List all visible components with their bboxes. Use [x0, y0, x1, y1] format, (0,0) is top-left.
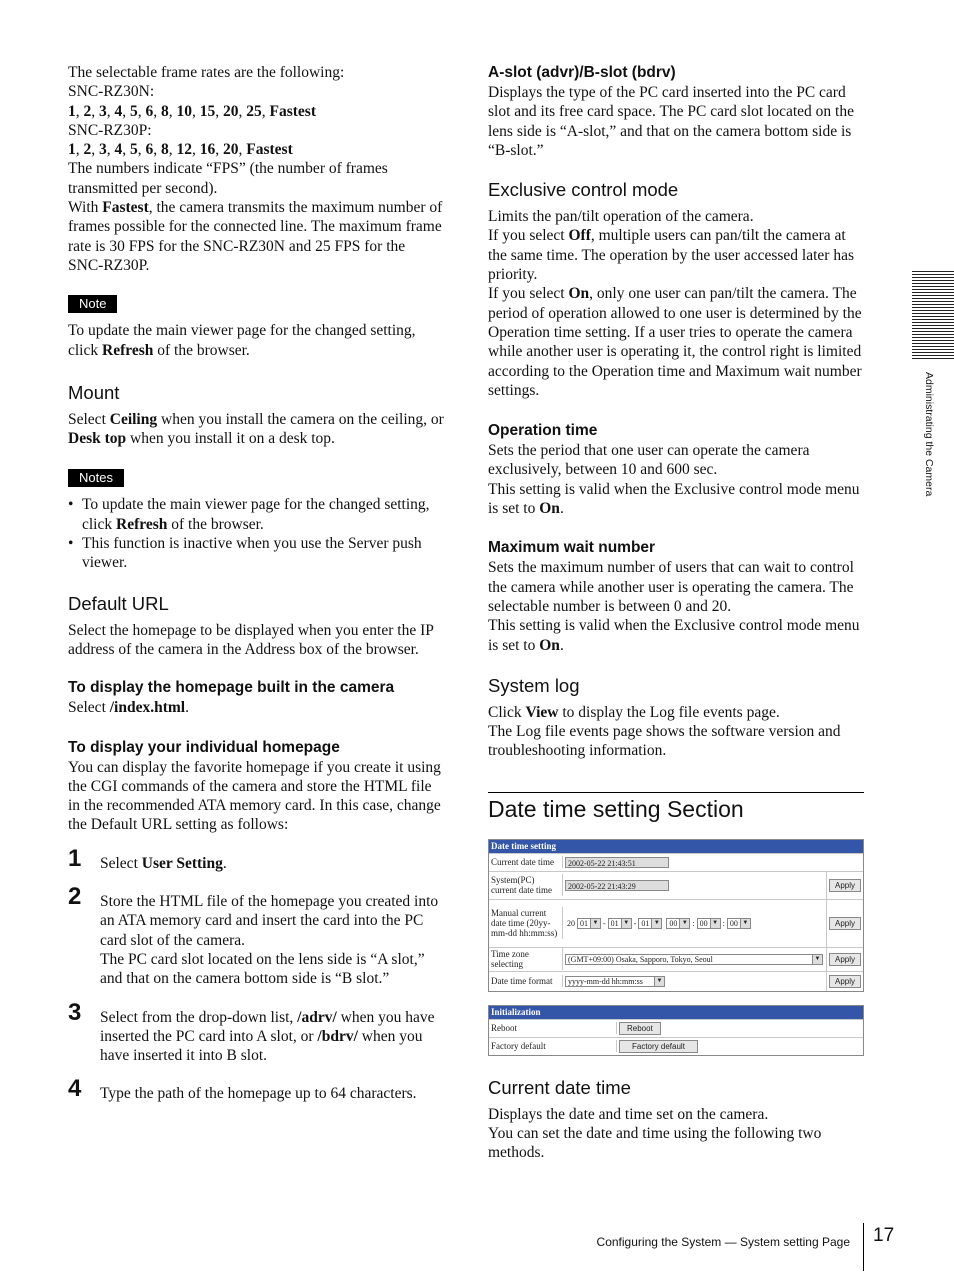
mount-heading: Mount — [68, 381, 120, 403]
row-label: Manual current date time (20yy-mm-dd hh:mm:ss) — [489, 907, 563, 939]
reboot-button[interactable]: Reboot — [619, 1022, 661, 1035]
frame-rate-value: 15 — [199, 102, 216, 120]
chevron-down-icon: ▼ — [679, 919, 689, 928]
footer-text: Configuring the System — System setting Page — [596, 1235, 850, 1249]
frame-rate-value: 1 — [68, 102, 76, 120]
section-title: Date time setting Section — [488, 792, 864, 823]
notes-item: • To update the main viewer page for the changed setting, click Refresh of the browser. — [68, 495, 444, 534]
default-url-heading: Default URL — [68, 592, 169, 614]
step-text: Select User Setting. — [100, 854, 227, 872]
max-wait-p2: This setting is valid when the Exclusive control mode menu is set to On. — [488, 617, 860, 654]
step-number: 1 — [68, 844, 82, 872]
notes-item: • This function is inactive when you use the Server push viewer. — [68, 534, 444, 573]
step-1 — [68, 844, 444, 873]
step-number: 2 — [68, 883, 82, 911]
frame-rate-value: 3 — [99, 102, 107, 120]
system-log-heading: System log — [488, 674, 580, 696]
current-date-time-section — [488, 1077, 864, 1163]
frame-rate-value: 3 — [99, 141, 107, 159]
model-p-label: SNC-RZ30P: — [68, 121, 152, 139]
frame-rate-value: 20 — [223, 102, 239, 120]
default-url-section — [68, 593, 444, 835]
mount-text: Select Ceiling when you install the camera on the ceiling, or Desk top when you install it on a desk top. — [68, 410, 444, 448]
right-column — [488, 63, 864, 1163]
year-prefix: 20 — [567, 918, 575, 928]
frame-rate-value: 20 — [223, 141, 239, 159]
initialization-panel — [488, 1005, 864, 1056]
exclusive-p2: If you select Off, multiple users can pan/tilt the camera at the same time. The operation by the user accessed later has priority. — [488, 227, 854, 284]
date-time-panel — [488, 839, 864, 992]
chevron-down-icon: ▼ — [590, 919, 600, 928]
manual-date-part-select[interactable]: 01 ▼ — [577, 918, 601, 929]
chevron-down-icon: ▼ — [654, 977, 664, 986]
step-text-2: The PC card slot located on the lens side is “A slot,” and that on the camera bottom side is “B slot.” — [100, 950, 425, 988]
individual-homepage-text: You can display the favorite homepage if you create it using the CGI commands of the camera and store the HTML file in the recommended ATA memory card. In this case, change the Default URL setting as follows: — [68, 758, 441, 834]
builtin-homepage-heading: To display the homepage built in the camera — [68, 679, 395, 697]
footer-divider — [863, 1223, 864, 1271]
operation-time-heading: Operation time — [488, 422, 598, 440]
individual-homepage-heading: To display your individual homepage — [68, 738, 340, 756]
manual-date-part-select[interactable]: 00 ▼ — [697, 918, 721, 929]
builtin-homepage-text: Select /index.html. — [68, 699, 189, 717]
frame-rate-value: 2 — [83, 141, 92, 159]
row-label: Time zone selecting — [489, 948, 563, 970]
date-format-row — [489, 971, 863, 991]
notes-block — [68, 468, 444, 572]
model-n-label: SNC-RZ30N: — [68, 83, 155, 101]
default-url-text: Select the homepage to be displayed when you enter the IP address of the camera in the Address box of the browser. — [68, 621, 434, 658]
apply-button[interactable]: Apply — [829, 917, 861, 930]
notes-label: Notes — [68, 469, 124, 487]
time-zone-select[interactable]: (GMT+09:00) Osaka, Sapporo, Tokyo, Seoul ▼ — [565, 954, 823, 965]
chevron-down-icon: ▼ — [710, 919, 720, 928]
max-wait-heading: Maximum wait number — [488, 539, 656, 557]
frame-rate-value: 8 — [161, 141, 169, 159]
frame-rate-value: 8 — [161, 102, 169, 120]
frame-rates-block — [68, 63, 444, 275]
left-column — [68, 63, 444, 1104]
note-text: To update the main viewer page for the changed setting, click Refresh of the browser. — [68, 322, 416, 359]
frame-rate-value: 12 — [176, 141, 192, 159]
step-2 — [68, 883, 444, 988]
frame-rate-value: 4 — [114, 102, 123, 120]
frame-rate-value: 2 — [83, 102, 92, 120]
pc-date-time-row — [489, 871, 863, 899]
frame-rate-value: Fastest — [269, 102, 316, 120]
max-wait-section — [488, 538, 864, 654]
frame-rate-value: 6 — [145, 102, 154, 120]
frame-rates-intro: The selectable frame rates are the following: — [68, 64, 345, 81]
factory-default-row — [489, 1037, 863, 1055]
max-wait-p1: Sets the maximum number of users that can wait to control the camera while another user is operating the camera. The selectable number is between 0 and 20. — [488, 559, 854, 615]
slot-heading: A-slot (advr)/B-slot (bdrv) — [488, 64, 676, 81]
note-label: Note — [68, 295, 117, 313]
system-log-section — [488, 675, 864, 761]
frame-rate-value: 5 — [130, 102, 138, 120]
manual-date-part-select[interactable]: 01 ▼ — [638, 918, 662, 929]
step-3 — [68, 998, 444, 1066]
apply-button[interactable]: Apply — [829, 975, 861, 988]
row-label: Date time format — [489, 975, 563, 987]
time-zone-row — [489, 947, 863, 971]
frame-rate-value: 10 — [176, 102, 192, 120]
current-date-time-p2: You can set the date and time using the following two methods. — [488, 1125, 822, 1162]
current-date-time-heading: Current date time — [488, 1076, 631, 1098]
row-label: System(PC) current date time — [489, 874, 563, 896]
side-tab-stripes — [912, 271, 954, 359]
rates-p-list: 1, 2, 3, 4, 5, 6, 8, 12, 16, 20, Fastest — [68, 141, 293, 159]
slot-text: Displays the type of the PC card inserted into the PC card slot and its free card space. The PC card slot located on the lens side is “A-slot,” and that on the camera bottom side is “B-slot.” — [488, 84, 854, 159]
frame-rate-value: 25 — [246, 102, 262, 120]
frame-rate-value: Fastest — [246, 141, 293, 159]
frame-rate-value: 6 — [145, 141, 154, 159]
row-label: Reboot — [489, 1022, 617, 1034]
panel-title: Initialization — [489, 1006, 863, 1019]
notes-list — [68, 495, 444, 572]
operation-time-section — [488, 421, 864, 518]
manual-date-part-select[interactable]: 00 ▼ — [666, 918, 690, 929]
manual-date-time-row: Manual current date time (20yy-mm-dd hh:mm:ss) 20 01 ▼ - 01 ▼ - 01 ▼ 00 ▼ : 00 ▼ : 00 ▼ Apply — [489, 899, 863, 947]
side-tab-label: Administrating the Camera — [923, 372, 935, 497]
row-label: Current date time — [489, 856, 563, 868]
page-number: 17 — [873, 1225, 895, 1246]
steps-list — [68, 844, 444, 1104]
rates-n-list: 1, 2, 3, 4, 5, 6, 8, 10, 15, 20, 25, Fastest — [68, 102, 316, 120]
fastest-note: With Fastest, the camera transmits the maximum number of frames possible for the connected line. The maximum frame rate is 30 FPS for the SNC-RZ30N and 25 FPS for the SNC-RZ30P. — [68, 199, 443, 274]
apply-button[interactable]: Apply — [829, 879, 861, 892]
side-tab — [923, 372, 942, 522]
operation-time-p1: Sets the period that one user can operate the camera exclusively, between 10 and 600 sec. — [488, 442, 810, 479]
step-text: Store the HTML file of the homepage you created into an ATA memory card and insert the card into the PC card slot of the camera. — [100, 893, 439, 949]
manual-date-part-select[interactable]: 01 ▼ — [608, 918, 632, 929]
frame-rate-value: 16 — [199, 141, 216, 159]
exclusive-p1: Limits the pan/tilt operation of the camera. — [488, 208, 754, 226]
frame-rate-value: 5 — [130, 141, 138, 159]
chevron-down-icon: ▼ — [740, 919, 750, 928]
current-date-time-row — [489, 853, 863, 871]
slot-section — [488, 63, 864, 160]
frame-rate-value: 1 — [68, 141, 76, 159]
note-block — [68, 294, 444, 360]
operation-time-p2: This setting is valid when the Exclusive control mode menu is set to On. — [488, 480, 860, 518]
exclusive-heading: Exclusive control mode — [488, 179, 679, 201]
system-log-p2: The Log file events page shows the software version and troubleshooting information. — [488, 723, 841, 760]
step-text: Select from the drop-down list, /adrv/ when you have inserted the PC card into A slot, or /bdrv/ when you have inserted it into B slot. — [100, 1008, 435, 1065]
system-log-p1: Click View to display the Log file events page. — [488, 703, 780, 721]
manual-date-part-select[interactable]: 00 ▼ — [727, 918, 751, 929]
step-number: 3 — [68, 998, 82, 1026]
step-4 — [68, 1075, 444, 1103]
mount-section — [68, 382, 444, 449]
panel-title: Date time setting — [489, 840, 863, 853]
factory-default-button[interactable]: Factory default — [619, 1040, 698, 1053]
chevron-down-icon: ▼ — [651, 919, 661, 928]
step-number: 4 — [68, 1075, 82, 1103]
apply-button[interactable]: Apply — [829, 953, 861, 966]
chevron-down-icon: ▼ — [621, 919, 631, 928]
row-label: Factory default — [489, 1040, 617, 1052]
pc-date-time-field: 2002-05-22 21:43:29 — [565, 880, 669, 891]
exclusive-section — [488, 179, 864, 400]
date-format-select[interactable]: yyyy-mm-dd hh:mm:ss ▼ — [565, 976, 665, 987]
step-text: Type the path of the homepage up to 64 characters. — [100, 1085, 417, 1103]
reboot-row — [489, 1019, 863, 1037]
current-date-time-field: 2002-05-22 21:43:51 — [565, 857, 669, 868]
current-date-time-p1: Displays the date and time set on the camera. — [488, 1105, 769, 1123]
fps-note: The numbers indicate “FPS” (the number of frames transmitted per second). — [68, 160, 388, 197]
chevron-down-icon: ▼ — [812, 955, 822, 964]
exclusive-p3: If you select On, only one user can pan/tilt the camera. The period of operation allowed to one user is determined by the Operation time setting. If a user tries to operate the camera while another user is operating it, the control right is limited according to the Operation time and Maximum wait number settings. — [488, 285, 862, 399]
frame-rate-value: 4 — [114, 141, 123, 159]
